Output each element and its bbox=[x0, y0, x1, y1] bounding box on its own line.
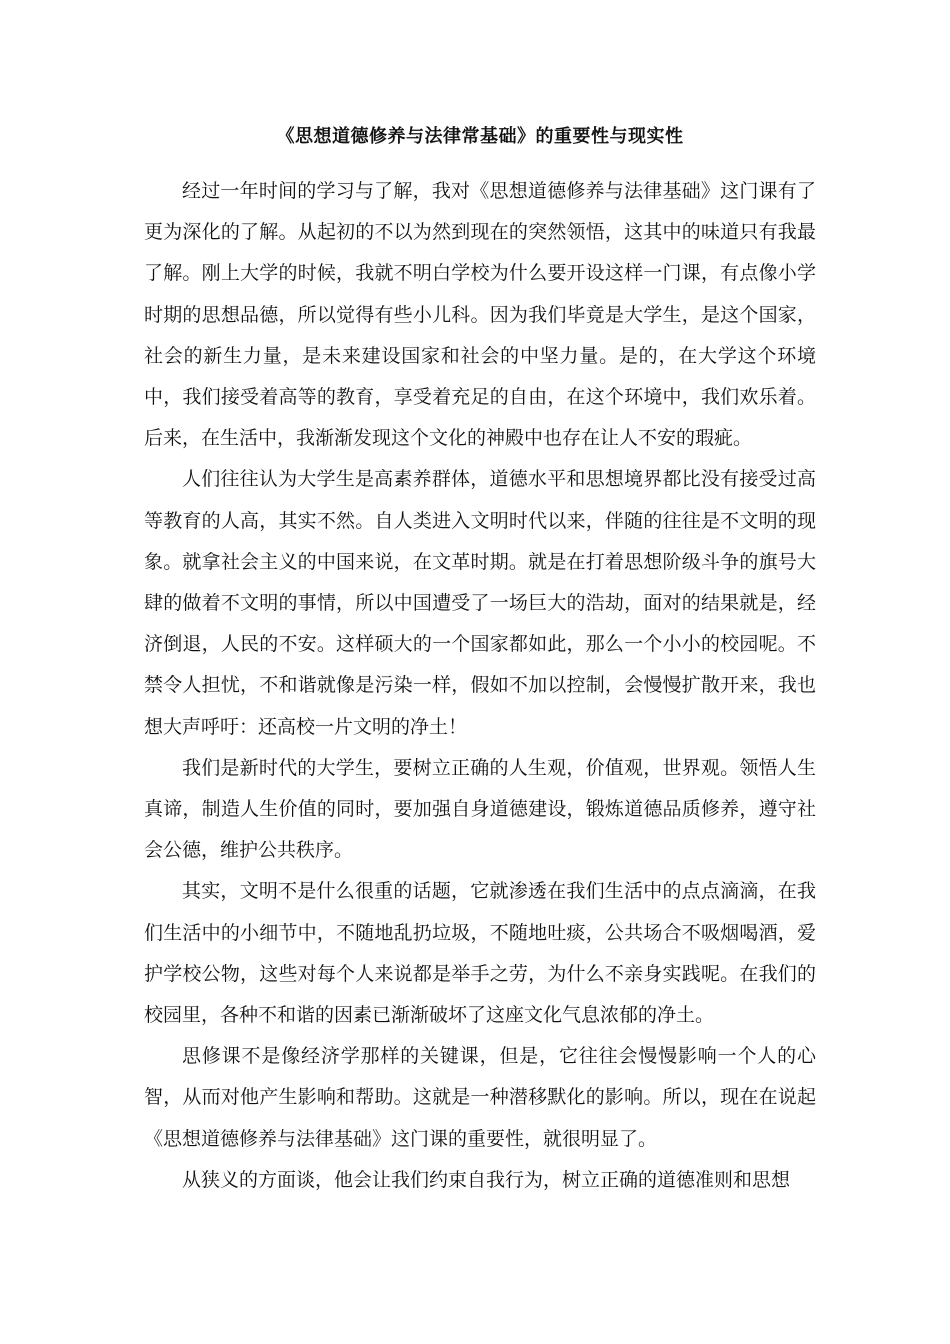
document-title: 《思想道德修养与法律常基础》的重要性与现实性 bbox=[276, 126, 684, 147]
paragraph-3: 我们是新时代的大学生，要树立正确的人生观，价值观，世界观。领悟人生真谛，制造人生价值的同时，要加强自身道德建设，锻炼道德品质修养，遵守社会公德，维护公共秩序。 bbox=[144, 756, 816, 862]
paragraph-2: 人们往往认为大学生是高素养群体，道德水平和思想境界都比没有接受过高等教育的人高，其实不然。自人类进入文明时代以来，伴随的往往是不文明的现象。就拿社会主义的中国来说，在文革时期。就是在打着思想阶级斗争的旗号大肆的做着不文明的事情，所以中国遭受了一场巨大的浩劫，面对的结果就是，经济倒退，人民的不安。这样硕大的一个国家都如此，那么一个小小的校园呢。不禁令人担忧，不和谐就像是污染一样，假如不加以控制，会慢慢扩散开来，我也想大声呼吁：还高校一片文明的净土！ bbox=[144, 468, 816, 738]
document-page bbox=[144, 117, 816, 1201]
paragraph-6: 从狭义的方面谈，他会让我们约束自我行为，树立正确的道德准则和思想 bbox=[182, 1168, 791, 1191]
paragraph-1: 经过一年时间的学习与了解，我对《思想道德修养与法律基础》这门课有了更为深化的了解。从起初的不以为然到现在的突然领悟，这其中的味道只有我最了解。刚上大学的时候，我就不明白学校为什么要开设这样一门课，有点像小学时期的思想品德，所以觉得有些小儿科。因为我们毕竟是大学生，是这个国家，社会的新生力量，是未来建设国家和社会的中坚力量。是的，在大学这个环境中，我们接受着高等的教育，享受着充足的自由，在这个环境中，我们欢乐着。后来，在生活中，我渐渐发现这个文化的神殿中也存在让人不安的瑕疵。 bbox=[144, 180, 816, 450]
paragraph-5: 思修课不是像经济学那样的关键课，但是，它往往会慢慢影响一个人的心智，从而对他产生影响和帮助。这就是一种潜移默化的影响。所以，现在在说起《思想道德修养与法律基础》这门课的重要性，就很明显了。 bbox=[144, 1045, 816, 1150]
paragraph-4: 其实，文明不是什么很重的话题，它就渗透在我们生活中的点点滴滴，在我们生活中的小细节中，不随地乱扔垃圾，不随地吐痰，公共场合不吸烟喝酒，爱护学校公物，这些对每个人来说都是举手之劳，为什么不亲身实践呢。在我们的校园里，各种不和谐的因素已渐渐破坏了这座文化气息浓郁的净土。 bbox=[144, 880, 816, 1027]
